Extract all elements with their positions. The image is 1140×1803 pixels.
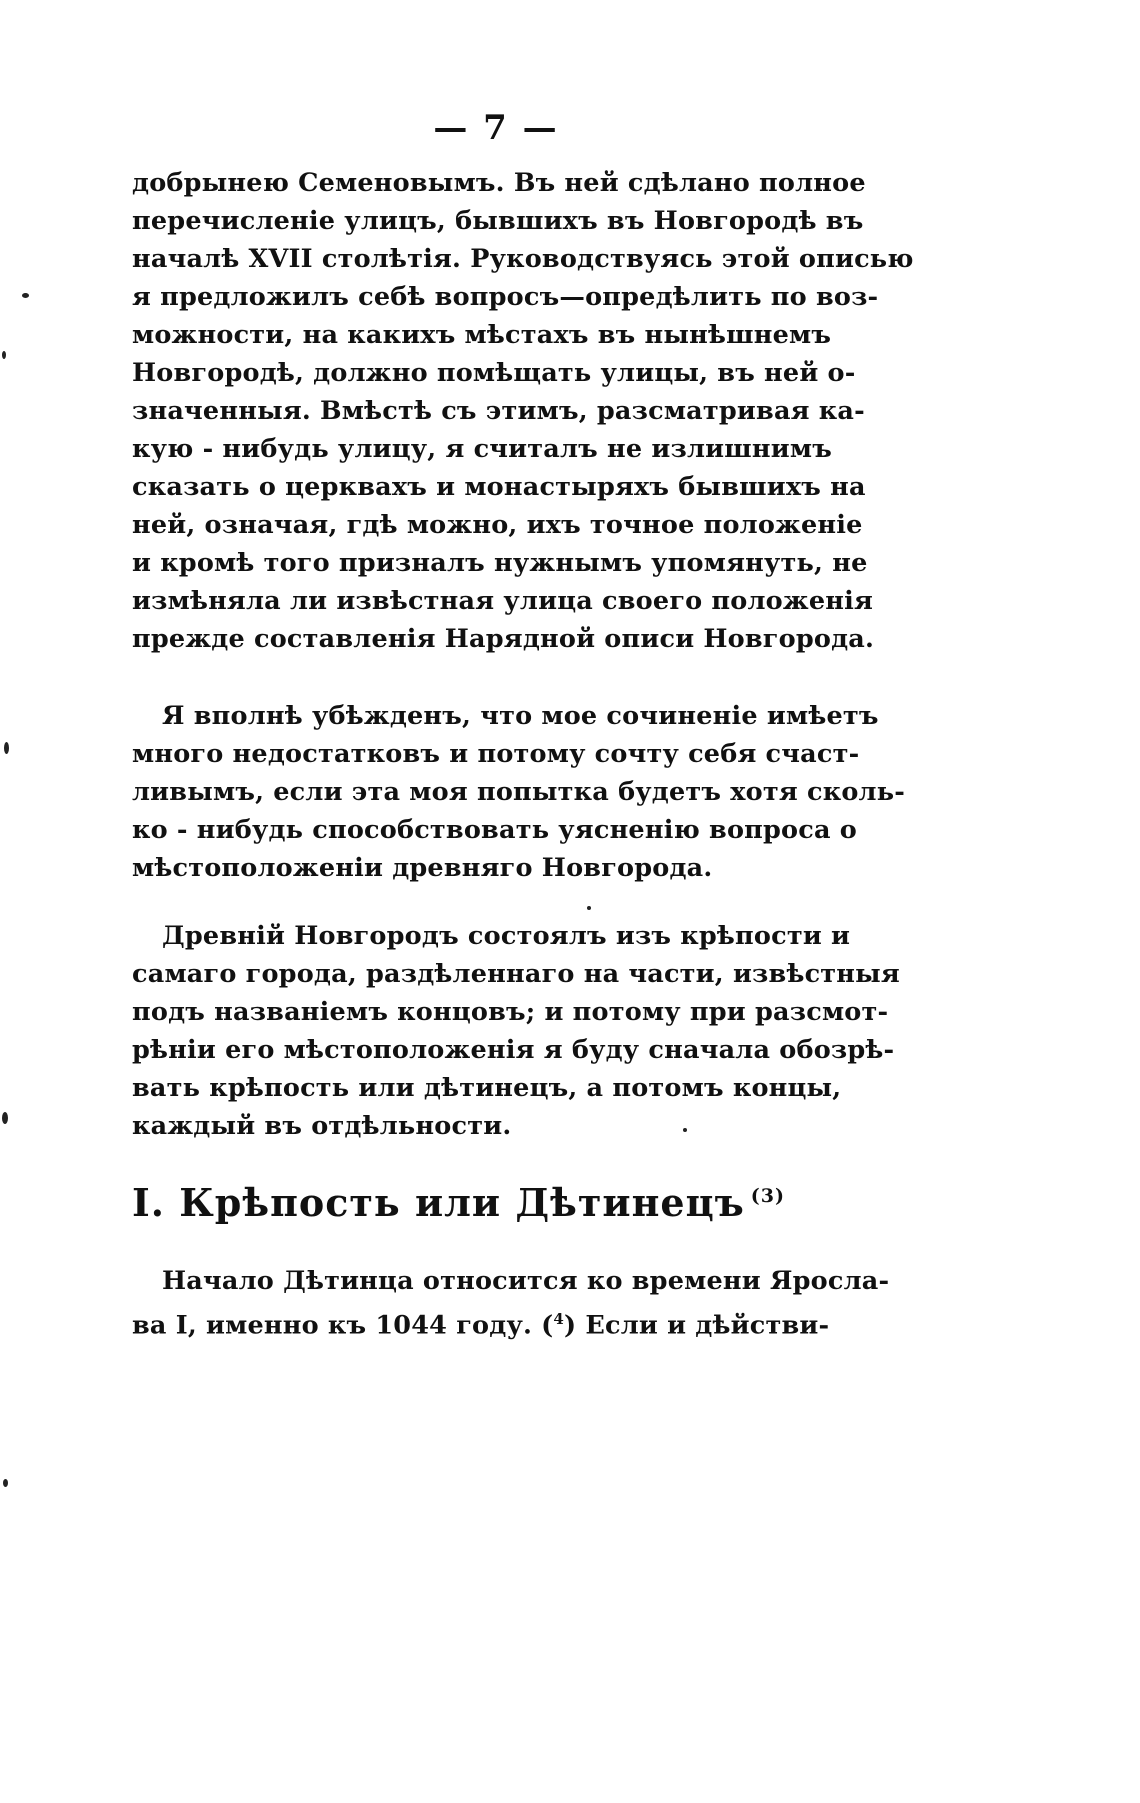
text-line: ко - нибудь способствовать уясненію вопроса о [132, 815, 857, 845]
text-line: добрынею Семеновымъ. Въ ней сдѣлано полное [132, 168, 866, 198]
text-line: Начало Дѣтинца относится ко времени Яросла- [162, 1266, 890, 1296]
scan-speck [683, 1128, 687, 1132]
text-line: и кромѣ того призналъ нужнымъ упомянуть, не [132, 548, 868, 578]
text-line: рѣніи его мѣстоположенія я буду сначала обозрѣ- [132, 1035, 895, 1065]
text-line: ливымъ, если эта моя попытка будетъ хотя сколь- [132, 777, 906, 807]
scan-speck [587, 906, 591, 910]
text-line: самаго города, раздѣленнаго на части, извѣстныя [132, 959, 900, 989]
text-line: я предложилъ себѣ вопросъ—опредѣлить по воз- [132, 282, 879, 312]
footnote-reference: (3) [750, 1185, 785, 1208]
text-fragment: ва I, именно къ 1044 году. ( [132, 1310, 554, 1341]
text-line: подъ названіемъ концовъ; и потому при разсмот- [132, 997, 889, 1027]
text-line: Древній Новгородъ состоялъ изъ крѣпости и [162, 921, 851, 951]
text-line: значенныя. Вмѣстѣ съ этимъ, разсматривая ка- [132, 396, 865, 426]
scan-speck [3, 1479, 8, 1487]
scan-speck [4, 742, 9, 754]
text-line: мѣстоположеніи древняго Новгорода. [132, 853, 713, 883]
text-line: вать крѣпость или дѣтинецъ, а потомъ концы, [132, 1073, 842, 1103]
section-heading-text: I. Крѣпость или Дѣтинецъ [132, 1180, 745, 1225]
scan-speck [2, 1112, 8, 1124]
text-line: прежде составленія Нарядной описи Новгорода. [132, 624, 875, 654]
text-line: Новгородѣ, должно помѣщать улицы, въ ней о- [132, 358, 856, 388]
paragraph-2 [132, 697, 906, 887]
text-line: много недостатковъ и потому сочту себя счаст- [132, 739, 860, 769]
text-line [132, 1300, 830, 1341]
text-line: каждый въ отдѣльности. [132, 1111, 512, 1141]
scan-speck [22, 293, 29, 298]
page-number: — 7 — [433, 108, 559, 148]
text-line: сказать о церквахъ и монастыряхъ бывшихъ на [132, 472, 866, 502]
section-heading [132, 1180, 832, 1225]
text-line: ней, означая, гдѣ можно, ихъ точное положеніе [132, 510, 863, 540]
text-line: Я вполнѣ убѣжденъ, что мое сочиненіе имѣетъ [162, 701, 879, 731]
text-line: измѣняла ли извѣстная улица своего положенія [132, 586, 874, 616]
scan-speck [2, 351, 6, 359]
paragraph-1 [132, 164, 914, 658]
text-line: можности, на какихъ мѣстахъ въ нынѣшнемъ [132, 320, 832, 350]
footnote-reference: 4 [553, 1310, 565, 1328]
text-line: кую - нибудь улицу, я считалъ не излишнимъ [132, 434, 832, 464]
text-line: началѣ XVII столѣтія. Руководствуясь этой описью [132, 244, 914, 274]
paragraph-4 [132, 1262, 890, 1341]
text-line: перечисленіе улицъ, бывшихъ въ Новгородѣ въ [132, 206, 864, 236]
text-fragment: ) Если и дѣйстви- [564, 1310, 830, 1341]
paragraph-3 [132, 917, 900, 1145]
